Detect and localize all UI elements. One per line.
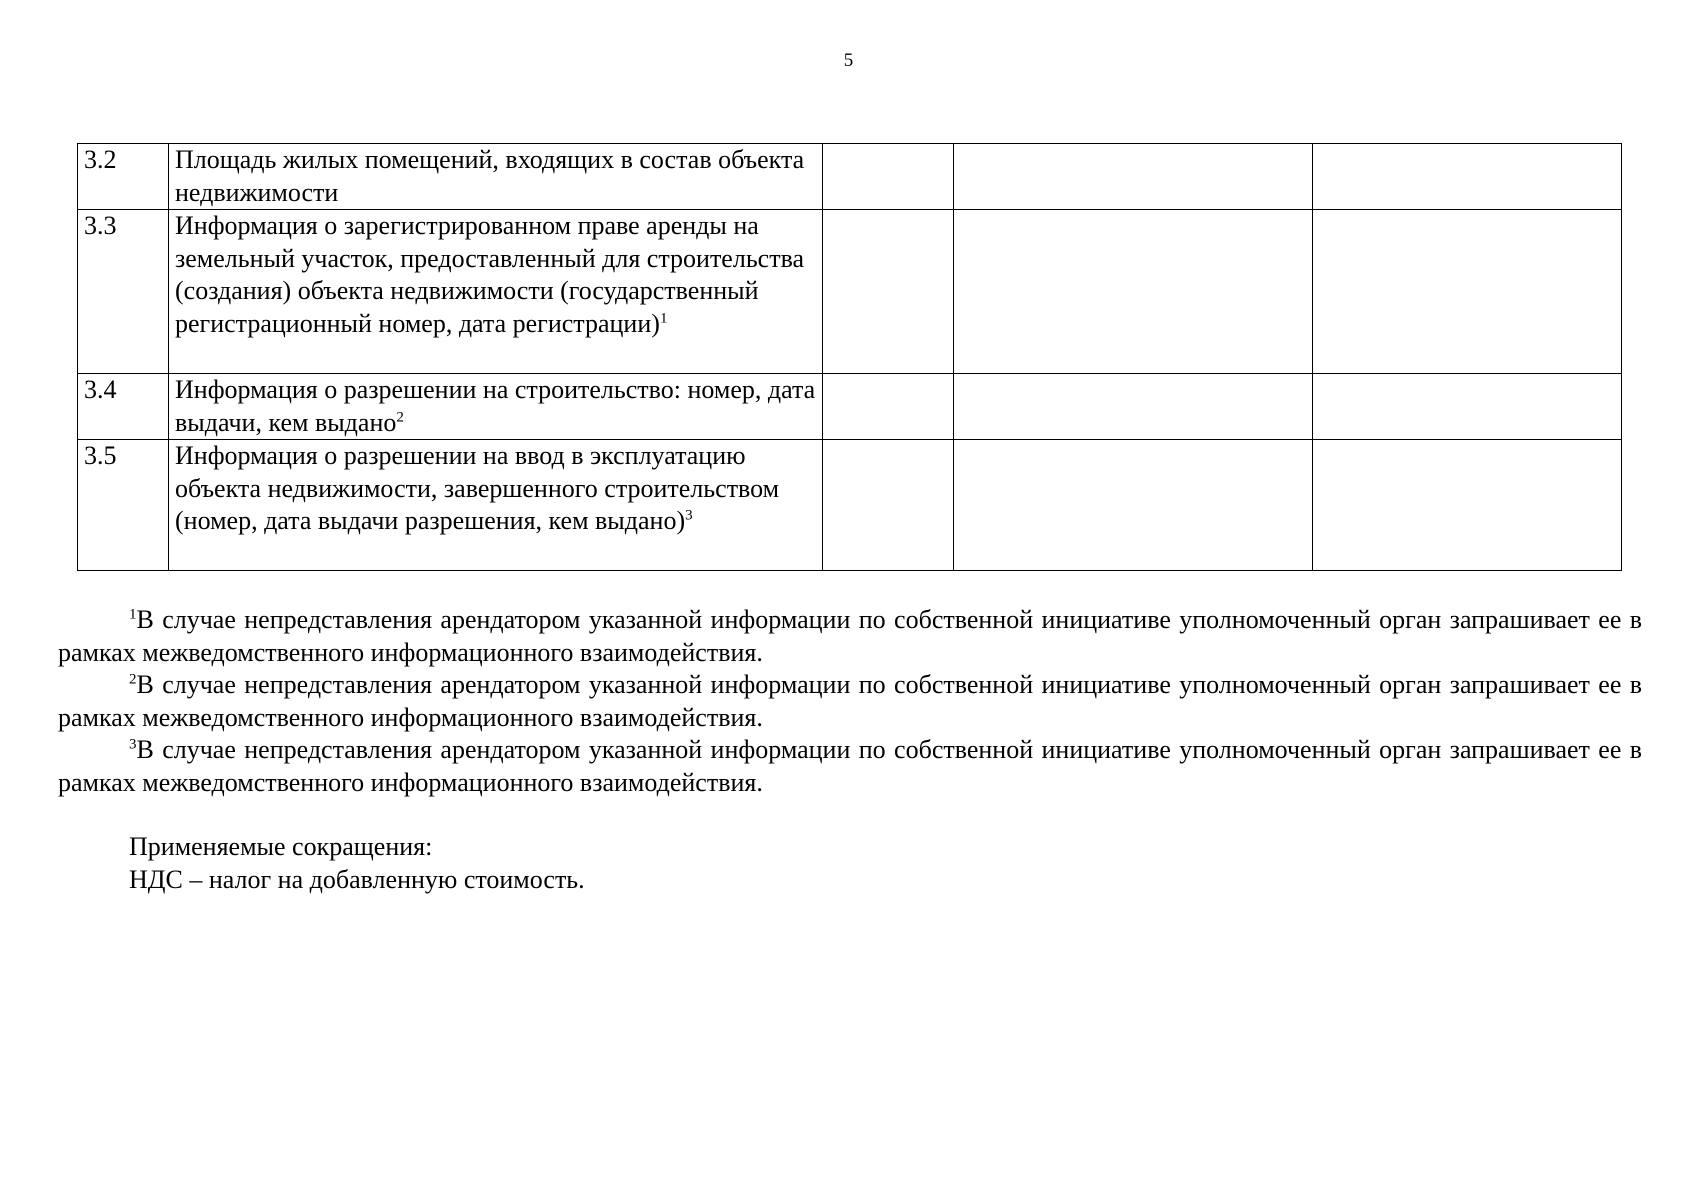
abbreviations-section <box>129 831 585 896</box>
row-description-cell <box>169 210 823 374</box>
row-description-text: Информация о разрешении на строительство: номер, дата выдачи, кем выдано <box>175 375 816 437</box>
footnote <box>58 604 1642 669</box>
footnote <box>58 734 1642 799</box>
footnotes-section <box>58 604 1642 799</box>
row-number-cell: 3.4 <box>78 374 169 440</box>
empty-cell <box>1313 210 1622 374</box>
row-description-text: Информация о разрешении на ввод в эксплуатацию объекта недвижимости, завершенного строительством (номер, дата выдачи разрешения, кем выдано) <box>175 441 780 535</box>
row-description-text: Площадь жилых помещений, входящих в состав объекта недвижимости <box>175 145 805 207</box>
empty-cell <box>954 374 1313 440</box>
empty-cell <box>823 210 954 374</box>
footnote <box>58 669 1642 734</box>
table-row <box>78 374 1622 440</box>
page-number: 5 <box>843 50 854 71</box>
footnote-text: В случае непредставления арендатором указанной информации по собственной инициативе уполномоченный орган запрашивает ее в рамках межведомственного информационного взаимодействия. <box>58 605 1642 667</box>
row-number-cell: 3.3 <box>78 210 169 374</box>
footnote-mark: 3 <box>129 736 137 753</box>
footnote-reference: 2 <box>396 408 404 425</box>
empty-cell <box>1313 374 1622 440</box>
abbreviation-item: НДС – налог на добавленную стоимость. <box>129 864 585 894</box>
footnote-reference: 1 <box>659 309 668 326</box>
abbreviations-heading: Применяемые сокращения: <box>129 832 433 861</box>
footnote-mark: 2 <box>129 671 137 688</box>
row-description-cell <box>169 440 823 571</box>
row-number-cell: 3.2 <box>78 144 169 210</box>
row-description-text: Информация о зарегистрированном праве аренды на земельный участок, предоставленный для строительства (создания) объекта недвижимости (государственный регистрационный номер, дата регистрации) <box>175 211 805 338</box>
footnote-reference: 3 <box>685 507 693 524</box>
footnote-text: В случае непредставления арендатором указанной информации по собственной инициативе уполномоченный орган запрашивает ее в рамках межведомственного информационного взаимодействия. <box>58 670 1642 732</box>
empty-cell <box>1313 440 1622 571</box>
row-description-cell <box>169 374 823 440</box>
table-row <box>78 144 1622 210</box>
empty-cell <box>823 440 954 571</box>
footnote-text: В случае непредставления арендатором указанной информации по собственной инициативе уполномоченный орган запрашивает ее в рамках межведомственного информационного взаимодействия. <box>58 735 1642 797</box>
table-row <box>78 210 1622 374</box>
empty-cell <box>954 440 1313 571</box>
empty-cell <box>954 144 1313 210</box>
empty-cell <box>823 144 954 210</box>
empty-cell <box>954 210 1313 374</box>
row-description-cell <box>169 144 823 210</box>
data-table <box>77 143 1622 571</box>
row-number-cell: 3.5 <box>78 440 169 571</box>
footnote-mark: 1 <box>129 606 137 623</box>
empty-cell <box>1313 144 1622 210</box>
empty-cell <box>823 374 954 440</box>
table-row <box>78 440 1622 571</box>
